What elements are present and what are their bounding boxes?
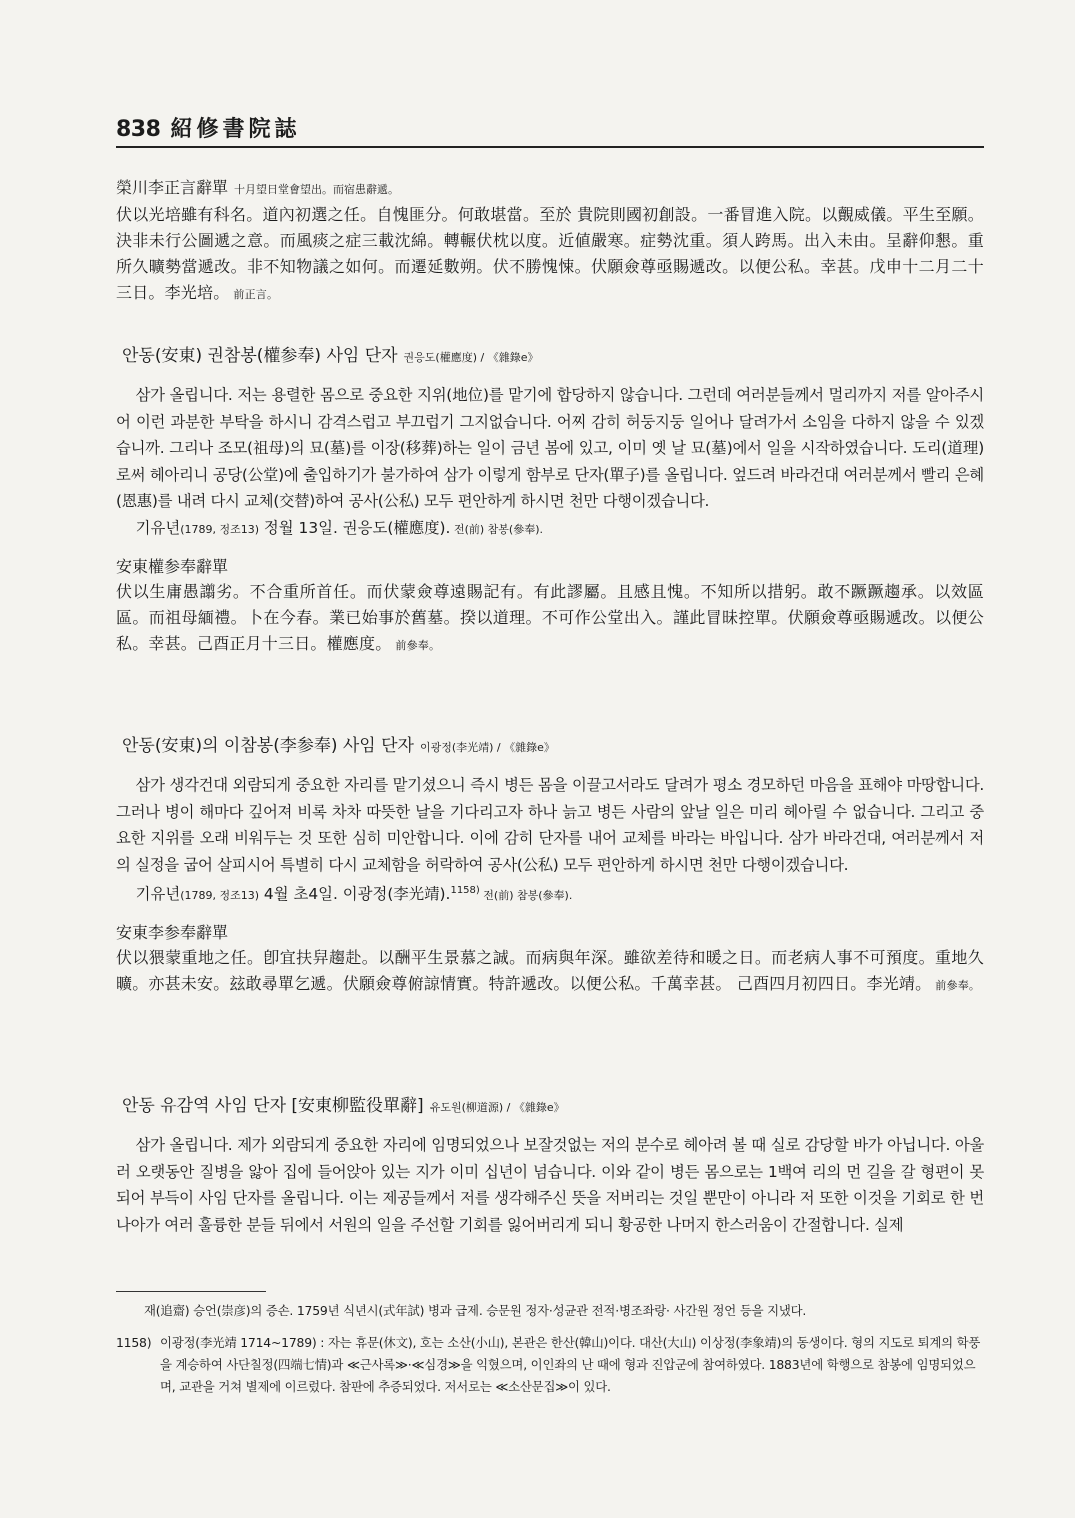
hanmun-title: 安東李参奉辭單	[116, 923, 229, 943]
footnote-ref[interactable]: 1158)	[450, 885, 480, 896]
date-year-note: (1789, 정조13)	[180, 889, 260, 903]
korean-title-source: 이광정(李光靖) / 《雜錄e》	[419, 741, 555, 754]
korean-body: 삼가 올립니다. 제가 외람되게 중요한 자리에 임명되었으나 보잘것없는 저의 분수로 헤아려 볼 때 실로 감당할 바가 아닙니다. 아울러 오랫동안 질병을 앓아 집에 들어앉아 있는 지가 이미 십년이 넘습니다. 이와 같이 병든 몸으로는 1백여 리의 먼 길을 갈 형편이 못되어 부득이 사임 단자를 올립니다. 이는 제공들께서 저를 생각해주신 뜻을 저버리는 것일 뿐만이 아니라 저 또한 이것을 기회로 한 번 나아가 여러 훌륭한 분들 뒤에서 서원의 일을 주선할 기회를 잃어버리게 되니 황공한 나머지 한스러움이 간절합니다. 실제	[116, 1136, 984, 1234]
page-number: 838	[116, 117, 161, 142]
hanmun-body-text: 伏以生庸愚譾劣。不合重所首任。而伏蒙僉尊遠賜記有。有此謬屬。且感且愧。不知所以措躬。敢不蹶蹶趨承。以效區區。而祖母緬禮。卜在今春。業已始事於舊墓。揆以道理。不可作公堂出入。謹此冒昧控單。伏願僉尊亟賜遞改。以便公私。幸甚。己酉正月十三日。權應度。	[116, 581, 984, 653]
footnote-text: 이광정(李光靖 1714~1789) : 자는 휴문(休文), 호는 소산(小山), 본관은 한산(韓山)이다. 대산(大山) 이상정(李象靖)의 동생이다. 형의 지도로 퇴계의 학풍을 계승하여 사단칠정(四端七情)과 ≪근사록≫·≪심경≫을 익혔으며, 이인좌의 난 때에 형과 진압군에 참여하였다. 1883년에 학행으로 참봉에 임명되었으며, 교관을 거쳐 별제에 이르렀다. 참판에 추증되었다. 저서로는 ≪소산문집≫이 있다.	[160, 1335, 981, 1394]
korean-title	[116, 344, 984, 370]
korean-body: 삼가 생각건대 외람되게 중요한 자리를 맡기셨으니 즉시 병든 몸을 이끌고서라도 달려가 평소 경모하던 마음을 표해야 마땅합니다. 그러나 병이 해마다 깊어져 비록 차차 따뜻한 날을 기다리고자 하나 늙고 병든 사람의 앞날 일은 미리 헤아릴 수 없습니다. 그리고 중요한 지위를 오래 비워두는 것 또한 심히 미안합니다. 이에 감히 단자를 내어 교체를 바라는 바입니다. 삼가 바라건대, 여러분께서 저의 실정을 굽어 살피시어 특별히 다시 교체함을 허락하여 공사(公私) 모두 편안하게 하시면 천만 다행이겠습니다.	[116, 776, 984, 874]
korean-date-line	[116, 515, 984, 543]
date-rest: 4월 초4일. 이광정(李光靖).	[259, 885, 451, 904]
page-header	[116, 112, 984, 148]
korean-title	[116, 1094, 984, 1120]
footnote-continued: 재(追齋) 승언(崇彦)의 증손. 1759년 식년시(式年試) 병과 급제. 승문원 정자·성균관 전적·병조좌랑· 사간원 정언 등을 지냈다.	[144, 1303, 807, 1318]
date-year: 기유년	[135, 518, 181, 537]
footnote-mark: 1158)	[116, 1335, 152, 1350]
korean-title-text: 안동 유감역 사임 단자 [安東柳監役單辭]	[122, 1096, 424, 1116]
korean-title-source: 유도원(柳道源) / 《雜錄e》	[429, 1101, 565, 1114]
footnote-divider	[116, 1291, 266, 1292]
hanmun-title: 安東權参奉辭單	[116, 556, 229, 576]
hanmun-body	[116, 579, 984, 659]
hanmun-title-note: 十月望日堂會望出。而宿患辭遞。	[234, 183, 400, 196]
hanmun-body-text: 伏以光培雖有科名。道內初選之任。自愧匪分。何敢堪當。至於 貴院則國初創設。一番冒進入院。以覿威儀。平生至願。決非未行公圖遞之意。而風痰之症三載沈綿。轉輾伏枕以度。近値嚴寒。症勢沈重。須人跨馬。出入未由。呈辭仰懇。重所久曠勢當遞改。非不知物議之如何。而遷延數朔。伏不勝愧悚。伏願僉尊亟賜遞改。以便公私。幸甚。戊申十二月二十三日。李光培。	[116, 205, 984, 302]
entry-4	[116, 1094, 984, 1238]
date-role: 전(前) 참봉(參奉).	[450, 522, 543, 536]
entry-2	[116, 344, 984, 659]
date-role: 전(前) 참봉(參奉).	[479, 889, 573, 903]
hanmun-title-text: 榮川李正言辭單	[116, 178, 229, 197]
hanmun-body	[116, 945, 984, 999]
korean-title	[116, 734, 984, 760]
hanmun-body-note: 前參奉。	[935, 979, 981, 993]
hanmun-title	[116, 176, 984, 202]
korean-date-line	[116, 878, 984, 909]
entry-1-hanmun	[116, 176, 984, 308]
date-year-note: (1789, 정조13)	[180, 522, 260, 536]
hanmun-body-text: 伏以猥蒙重地之任。卽宜扶舁趨赴。以酬平生景慕之誠。而病與年深。雖欲差待和暖之日。而老病人事不可預度。重地久曠。亦甚未安。玆敢尋單乞遞。伏願僉尊俯諒情實。特許遞改。以便公私。千萬幸甚。 己酉四月初四日。李光靖。	[116, 948, 984, 994]
entry-3	[116, 734, 984, 999]
korean-title-source: 권응도(權應度) / 《雜錄e》	[403, 351, 539, 364]
footnotes	[116, 1300, 984, 1398]
hanmun-body-note: 前參奉。	[395, 638, 441, 652]
hanmun-body-note: 前正言。	[233, 288, 279, 301]
date-year: 기유년	[135, 885, 181, 904]
footnote-1158	[116, 1332, 984, 1398]
korean-body: 삼가 올립니다. 저는 용렬한 몸으로 중요한 지위(地位)를 맡기에 합당하지 않습니다. 그런데 여러분들께서 멀리까지 저를 알아주시어 이런 과분한 부탁을 하시니 감격스럽고 부끄럽기 그지없습니다. 어찌 감히 허둥지둥 일어나 달려가서 소임을 다하지 않을 수 있겠습니까. 그리나 조모(祖母)의 묘(墓)를 이장(移葬)하는 일이 금년 봄에 있고, 이미 옛 날 묘(墓)에서 일을 시작하였습니다. 도리(道理)로써 헤아리니 공당(公堂)에 출입하기가 불가하여 삼가 이렇게 함부로 단자(單子)를 올립니다. 엎드려 바라건대 여러분께서 빨리 은혜(恩惠)를 내려 다시 교체(交替)하여 공사(公私) 모두 편안하게 하시면 천만 다행이겠습니다.	[116, 386, 984, 510]
korean-title-text: 안동(安東)의 이참봉(李参奉) 사임 단자	[122, 736, 414, 756]
korean-title-text: 안동(安東) 권참봉(權参奉) 사임 단자	[122, 346, 398, 366]
hanmun-body	[116, 202, 984, 308]
book-title: 紹修書院誌	[170, 116, 301, 142]
date-rest: 정월 13일. 권응도(權應度).	[259, 518, 451, 537]
